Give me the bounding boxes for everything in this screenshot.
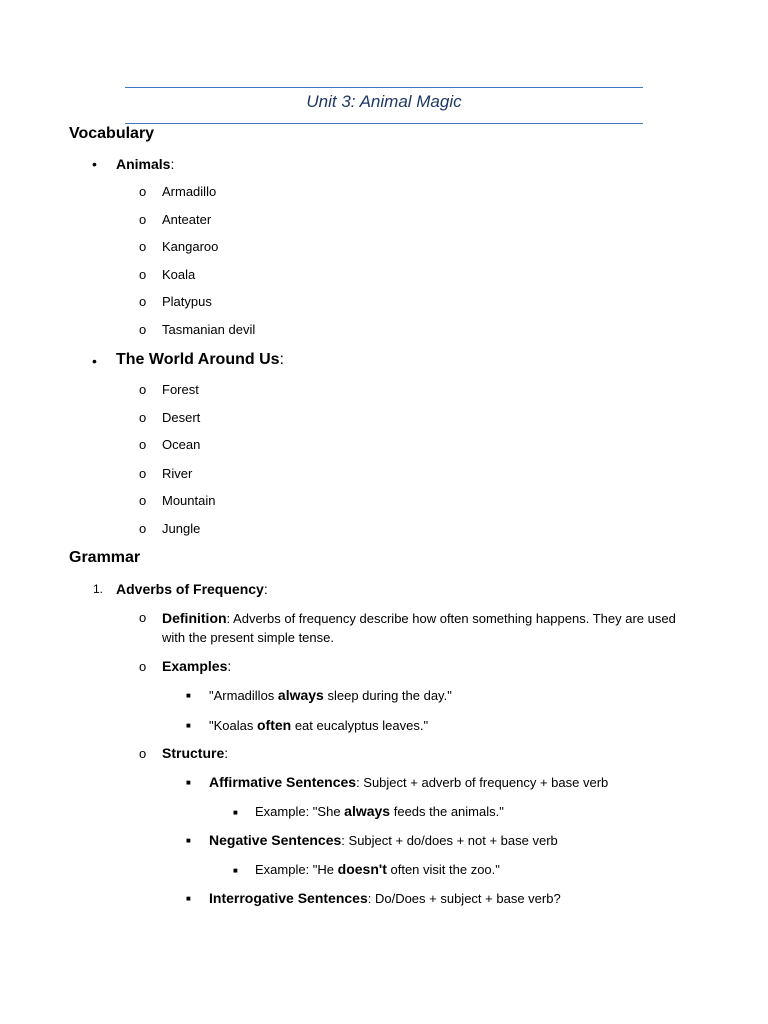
- title-rule-top: [125, 87, 643, 88]
- bullet-circle: o: [139, 410, 147, 425]
- list-item: River: [162, 466, 193, 481]
- negative-example: Example: "He doesn't often visit the zoo.": [255, 861, 500, 877]
- list-number: 1.: [93, 582, 104, 596]
- bullet-square: ■: [186, 691, 191, 700]
- list-item: Forest: [162, 382, 199, 397]
- bullet-square: ■: [186, 836, 191, 845]
- bullet-circle: o: [139, 294, 147, 309]
- negative-rule: Negative Sentences: Subject + do/does + not + base verb: [209, 832, 558, 848]
- bullet-disc: •: [92, 156, 97, 172]
- bullet-circle: o: [139, 437, 147, 452]
- example-item: "Armadillos always sleep during the day.": [209, 687, 452, 703]
- bullet-square: ■: [186, 894, 191, 903]
- bullet-square: ■: [233, 808, 238, 817]
- bullet-circle: o: [139, 521, 147, 536]
- list-item: Armadillo: [162, 184, 217, 199]
- list-item: Desert: [162, 410, 201, 425]
- bullet-circle: o: [139, 610, 147, 625]
- affirmative-rule: Affirmative Sentences: Subject + adverb of frequency + base verb: [209, 774, 609, 790]
- bullet-circle: o: [139, 212, 147, 227]
- structure-label: Structure:: [162, 745, 229, 761]
- bullet-circle: o: [139, 382, 147, 397]
- affirmative-example: Example: "She always feeds the animals.": [255, 803, 504, 819]
- bullet-square: ■: [186, 778, 191, 787]
- list-item: Platypus: [162, 294, 212, 309]
- bullet-circle: o: [139, 267, 147, 282]
- list-item: Anteater: [162, 212, 212, 227]
- bullet-disc: •: [92, 353, 97, 369]
- bullet-circle: o: [139, 659, 147, 674]
- bullet-circle: o: [139, 493, 147, 508]
- bullet-circle: o: [139, 322, 147, 337]
- interrogative-rule: Interrogative Sentences: Do/Does + subject + base verb?: [209, 890, 561, 906]
- title-rule-bottom: [125, 123, 643, 124]
- list-item: Koala: [162, 267, 196, 282]
- bullet-square: ■: [233, 866, 238, 875]
- list-item: Tasmanian devil: [162, 322, 256, 337]
- list-item: Kangaroo: [162, 239, 219, 254]
- list-item: Jungle: [162, 521, 201, 536]
- list-item: Mountain: [162, 493, 216, 508]
- adverbs-label: Adverbs of Frequency:: [116, 581, 268, 597]
- grammar-heading: Grammar: [69, 549, 141, 566]
- vocabulary-heading: Vocabulary: [69, 125, 155, 142]
- page-title: Unit 3: Animal Magic: [306, 92, 462, 111]
- definition-paragraph: Definition: Adverbs of frequency describe how often something happens. They are used with the present simple tense.: [162, 610, 676, 645]
- list-item: Ocean: [162, 437, 201, 452]
- bullet-circle: o: [139, 184, 147, 199]
- bullet-circle: o: [139, 466, 147, 481]
- example-item: "Koalas often eat eucalyptus leaves.": [209, 717, 429, 733]
- examples-label: Examples:: [162, 658, 232, 674]
- animals-label: Animals:: [116, 156, 175, 172]
- bullet-square: ■: [186, 721, 191, 730]
- bullet-circle: o: [139, 746, 147, 761]
- bullet-circle: o: [139, 239, 147, 254]
- world-label: The World Around Us:: [116, 351, 284, 368]
